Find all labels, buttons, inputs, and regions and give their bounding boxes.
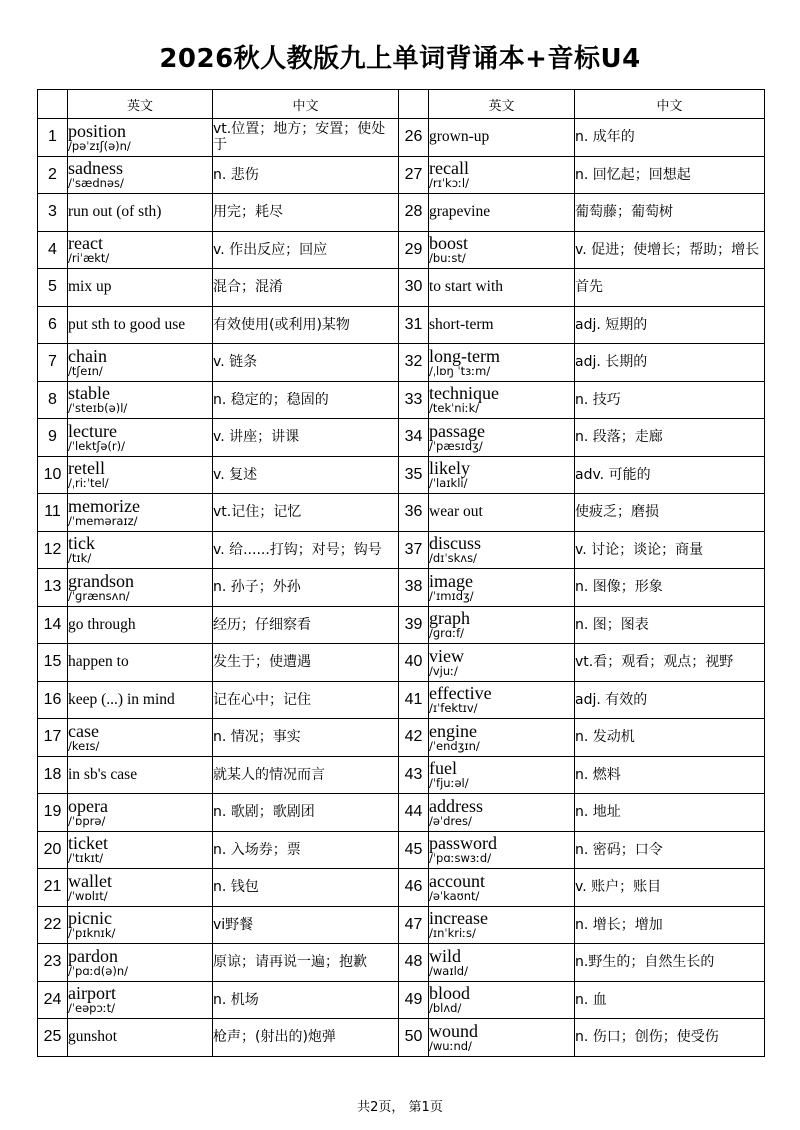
header-chinese-left: 中文 <box>213 90 399 119</box>
phonetic-transcription: /ˈpɪknɪk/ <box>68 926 116 941</box>
phonetic-transcription: /pəˈzɪʃ(ə)n/ <box>68 138 131 153</box>
english-word: long-term <box>429 345 500 366</box>
chinese-meaning: 用完；耗尽 <box>213 194 399 232</box>
english-word: memorize <box>68 495 140 516</box>
english-cell <box>68 156 213 194</box>
chinese-meaning: n. 歌剧；歌剧团 <box>213 794 399 832</box>
table-row <box>38 344 765 382</box>
english-word: position <box>68 120 127 141</box>
chinese-meaning: 混合；混淆 <box>213 269 399 307</box>
phonetic-transcription: /rɪˈkɔːl/ <box>429 176 469 191</box>
table-row <box>38 531 765 569</box>
phonetic-transcription: /ˈfjuːəl/ <box>429 776 469 791</box>
table-row <box>38 756 765 794</box>
english-word: graph <box>429 608 470 629</box>
table-row <box>38 419 765 457</box>
header-chinese-right: 中文 <box>575 90 765 119</box>
english-cell <box>429 344 575 382</box>
english-word: password <box>429 833 497 854</box>
chinese-meaning: n. 回忆起；回想起 <box>575 156 765 194</box>
row-number: 20 <box>38 831 68 869</box>
english-cell <box>68 794 213 832</box>
english-word: react <box>68 233 103 254</box>
table-body <box>38 119 765 1057</box>
english-word: opera <box>68 795 108 816</box>
row-number: 46 <box>399 869 429 907</box>
english-cell <box>68 944 213 982</box>
table-row <box>38 906 765 944</box>
chinese-meaning: n. 图像；形象 <box>575 569 765 607</box>
english-word: wallet <box>68 870 112 891</box>
phonetic-transcription: /ˈɒprə/ <box>68 813 106 828</box>
phonetic-transcription: /ˈsædnəs/ <box>68 176 124 191</box>
english-word: increase <box>429 908 488 929</box>
english-cell <box>68 644 213 682</box>
english-cell <box>429 306 575 344</box>
phonetic-transcription: /ˌlɒŋ ˈtɜːm/ <box>429 363 491 378</box>
row-number: 49 <box>399 981 429 1019</box>
header-english-right: 英文 <box>429 90 575 119</box>
row-number: 43 <box>399 756 429 794</box>
chinese-meaning: 就某人的情况而言 <box>213 756 399 794</box>
english-cell <box>68 306 213 344</box>
table-row <box>38 981 765 1019</box>
english-cell <box>68 719 213 757</box>
table-row <box>38 1019 765 1057</box>
chinese-meaning: v. 讨论；谈论；商量 <box>575 531 765 569</box>
english-word: case <box>68 720 99 741</box>
english-cell <box>68 869 213 907</box>
chinese-meaning: v. 作出反应；回应 <box>213 231 399 269</box>
table-row <box>38 156 765 194</box>
english-word: to start with <box>429 278 504 296</box>
english-cell <box>68 381 213 419</box>
chinese-meaning: n. 段落；走廊 <box>575 419 765 457</box>
table-row <box>38 119 765 157</box>
phonetic-transcription: /buːst/ <box>429 251 466 266</box>
row-number: 1 <box>38 119 68 157</box>
table-row <box>38 231 765 269</box>
english-cell <box>68 606 213 644</box>
row-number: 13 <box>38 569 68 607</box>
row-number: 33 <box>399 381 429 419</box>
english-cell <box>68 119 213 157</box>
row-number: 18 <box>38 756 68 794</box>
chinese-meaning: 记在心中；记住 <box>213 681 399 719</box>
phonetic-transcription: /blʌd/ <box>429 1001 462 1016</box>
row-number: 17 <box>38 719 68 757</box>
row-number: 3 <box>38 194 68 232</box>
row-number: 26 <box>399 119 429 157</box>
english-word: mix up <box>68 278 112 296</box>
chinese-meaning: 原谅；请再说一遍；抱歉 <box>213 944 399 982</box>
english-word: put sth to good use <box>68 315 186 333</box>
phonetic-transcription: /ˈwɒlɪt/ <box>68 888 108 903</box>
english-word: retell <box>68 458 105 479</box>
row-number: 23 <box>38 944 68 982</box>
row-number: 44 <box>399 794 429 832</box>
english-cell <box>429 719 575 757</box>
table-row <box>38 831 765 869</box>
chinese-meaning: adj. 长期的 <box>575 344 765 382</box>
chinese-meaning: 首先 <box>575 269 765 307</box>
chinese-meaning: n. 增长；增加 <box>575 906 765 944</box>
row-number: 50 <box>399 1019 429 1057</box>
chinese-meaning: vt.记住；记忆 <box>213 494 399 532</box>
row-number: 7 <box>38 344 68 382</box>
page-footer: 共2页， 第1页 <box>357 1100 443 1115</box>
english-cell <box>68 194 213 232</box>
table-row <box>38 456 765 494</box>
row-number: 25 <box>38 1019 68 1057</box>
english-word: technique <box>429 383 499 404</box>
row-number: 16 <box>38 681 68 719</box>
table-row <box>38 494 765 532</box>
chinese-meaning: n. 伤口；创伤；使受伤 <box>575 1019 765 1057</box>
row-number: 30 <box>399 269 429 307</box>
phonetic-transcription: /ɡrɑːf/ <box>429 626 464 641</box>
english-word: fuel <box>429 758 457 779</box>
english-word: pardon <box>68 945 118 966</box>
english-cell <box>429 794 575 832</box>
english-cell <box>68 906 213 944</box>
english-cell <box>429 194 575 232</box>
english-word: likely <box>429 458 470 479</box>
chinese-meaning: n. 地址 <box>575 794 765 832</box>
chinese-meaning: v. 讲座；讲课 <box>213 419 399 457</box>
chinese-meaning: adj. 短期的 <box>575 306 765 344</box>
row-number: 24 <box>38 981 68 1019</box>
english-cell <box>68 981 213 1019</box>
english-word: discuss <box>429 533 482 554</box>
chinese-meaning: n. 悲伤 <box>213 156 399 194</box>
english-word: recall <box>429 158 469 179</box>
row-number: 38 <box>399 569 429 607</box>
table-row <box>38 269 765 307</box>
chinese-meaning: 枪声；(射出的)炮弹 <box>213 1019 399 1057</box>
table-row <box>38 606 765 644</box>
phonetic-transcription: /dɪˈskʌs/ <box>429 551 477 566</box>
chinese-meaning: n. 发动机 <box>575 719 765 757</box>
english-cell <box>429 981 575 1019</box>
english-cell <box>429 494 575 532</box>
english-word: address <box>429 795 483 816</box>
row-number: 14 <box>38 606 68 644</box>
english-word: lecture <box>68 420 117 441</box>
english-cell <box>429 756 575 794</box>
english-word: chain <box>68 345 107 366</box>
english-word: grown-up <box>429 128 490 146</box>
table-row <box>38 644 765 682</box>
english-cell <box>68 269 213 307</box>
row-number: 34 <box>399 419 429 457</box>
english-cell <box>429 606 575 644</box>
chinese-meaning: vt.位置；地方；安置；使处于 <box>213 119 399 157</box>
table-row <box>38 869 765 907</box>
chinese-meaning: v. 复述 <box>213 456 399 494</box>
chinese-meaning: n.野生的；自然生长的 <box>575 944 765 982</box>
phonetic-transcription: /ˈpɑːd(ə)n/ <box>68 963 129 978</box>
vocabulary-table <box>37 89 765 1057</box>
header-num-left <box>38 90 68 119</box>
chinese-meaning: n. 燃料 <box>575 756 765 794</box>
english-word: grapevine <box>429 203 491 221</box>
english-word: tick <box>68 533 95 554</box>
english-word: wild <box>429 945 462 966</box>
phonetic-transcription: /ˈpæsɪdʒ/ <box>429 438 483 453</box>
row-number: 29 <box>399 231 429 269</box>
english-cell <box>68 831 213 869</box>
phonetic-transcription: /ˈtɪkɪt/ <box>68 851 104 866</box>
chinese-meaning: v. 链条 <box>213 344 399 382</box>
english-word: stable <box>68 383 110 404</box>
english-cell <box>429 531 575 569</box>
english-cell <box>429 119 575 157</box>
phonetic-transcription: /ˌriːˈtel/ <box>68 476 109 491</box>
row-number: 8 <box>38 381 68 419</box>
english-word: image <box>429 570 473 591</box>
phonetic-transcription: /tɪk/ <box>68 551 92 566</box>
header-english-left: 英文 <box>68 90 213 119</box>
row-number: 12 <box>38 531 68 569</box>
table-row <box>38 944 765 982</box>
phonetic-transcription: /ˈmeməraɪz/ <box>68 513 138 528</box>
phonetic-transcription: /vjuː/ <box>429 663 458 678</box>
english-cell <box>68 456 213 494</box>
english-cell <box>429 231 575 269</box>
english-cell <box>68 756 213 794</box>
english-word: effective <box>429 683 492 704</box>
row-number: 6 <box>38 306 68 344</box>
english-cell <box>429 419 575 457</box>
row-number: 4 <box>38 231 68 269</box>
english-cell <box>429 569 575 607</box>
chinese-meaning: v. 账户；账目 <box>575 869 765 907</box>
chinese-meaning: 经历；仔细察看 <box>213 606 399 644</box>
chinese-meaning: n. 孙子；外孙 <box>213 569 399 607</box>
row-number: 48 <box>399 944 429 982</box>
english-word: account <box>429 870 485 891</box>
row-number: 39 <box>399 606 429 644</box>
chinese-meaning: vt.看；观看；观点；视野 <box>575 644 765 682</box>
phonetic-transcription: /əˈkaʊnt/ <box>429 888 480 903</box>
english-word: wear out <box>429 503 483 521</box>
english-word: ticket <box>68 833 108 854</box>
table-row <box>38 681 765 719</box>
english-word: run out (of sth) <box>68 203 162 221</box>
chinese-meaning: n. 稳定的；稳固的 <box>213 381 399 419</box>
phonetic-transcription: /tʃeɪn/ <box>68 363 103 378</box>
row-number: 40 <box>399 644 429 682</box>
table-row <box>38 194 765 232</box>
phonetic-transcription: /keɪs/ <box>68 738 100 753</box>
phonetic-transcription: /ˈlaɪkli/ <box>429 476 468 491</box>
chinese-meaning: adj. 有效的 <box>575 681 765 719</box>
english-word: keep (...) in mind <box>68 690 175 708</box>
phonetic-transcription: /ˈsteɪb(ə)l/ <box>68 401 128 416</box>
english-word: wound <box>429 1020 478 1041</box>
english-cell <box>68 681 213 719</box>
english-cell <box>68 569 213 607</box>
table-row <box>38 381 765 419</box>
english-word: grandson <box>68 570 134 591</box>
phonetic-transcription: /waɪld/ <box>429 963 468 978</box>
english-word: view <box>429 645 464 666</box>
english-word: engine <box>429 720 477 741</box>
row-number: 9 <box>38 419 68 457</box>
chinese-meaning: v. 给......打钩；对号；钩号 <box>213 531 399 569</box>
english-cell <box>68 344 213 382</box>
english-cell <box>429 869 575 907</box>
row-number: 31 <box>399 306 429 344</box>
phonetic-transcription: /ˈlektʃə(r)/ <box>68 438 125 453</box>
english-word: boost <box>429 233 469 254</box>
chinese-meaning: adv. 可能的 <box>575 456 765 494</box>
row-number: 19 <box>38 794 68 832</box>
chinese-meaning: n. 机场 <box>213 981 399 1019</box>
english-cell <box>429 944 575 982</box>
chinese-meaning: n. 密码；口令 <box>575 831 765 869</box>
english-cell <box>429 644 575 682</box>
english-cell <box>429 456 575 494</box>
phonetic-transcription: /ˈendʒɪn/ <box>429 738 480 753</box>
header-num-right <box>399 90 429 119</box>
chinese-meaning: n. 图；图表 <box>575 606 765 644</box>
english-cell <box>68 531 213 569</box>
english-word: passage <box>429 420 485 441</box>
chinese-meaning: n. 血 <box>575 981 765 1019</box>
english-word: happen to <box>68 653 129 671</box>
table-header-row <box>38 90 765 119</box>
english-cell <box>429 906 575 944</box>
english-word: sadness <box>68 158 123 179</box>
chinese-meaning: 使疲乏；磨损 <box>575 494 765 532</box>
english-word: blood <box>429 983 471 1004</box>
phonetic-transcription: /ˈeəpɔːt/ <box>68 1001 116 1016</box>
row-number: 10 <box>38 456 68 494</box>
row-number: 35 <box>399 456 429 494</box>
english-word: airport <box>68 983 116 1004</box>
english-cell <box>429 269 575 307</box>
english-word: gunshot <box>68 1028 118 1046</box>
english-cell <box>429 831 575 869</box>
row-number: 32 <box>399 344 429 382</box>
row-number: 28 <box>399 194 429 232</box>
chinese-meaning: n. 情况；事实 <box>213 719 399 757</box>
english-cell <box>68 419 213 457</box>
phonetic-transcription: /wuːnd/ <box>429 1038 472 1053</box>
english-cell <box>429 381 575 419</box>
english-word: in sb's case <box>68 765 138 783</box>
chinese-meaning: v. 促进；使增长；帮助；增长 <box>575 231 765 269</box>
row-number: 21 <box>38 869 68 907</box>
english-word: short-term <box>429 315 494 333</box>
phonetic-transcription: /ɪnˈkriːs/ <box>429 926 476 941</box>
phonetic-transcription: /ˈɪmɪdʒ/ <box>429 588 474 603</box>
phonetic-transcription: /tekˈniːk/ <box>429 401 480 416</box>
table-row <box>38 569 765 607</box>
row-number: 36 <box>399 494 429 532</box>
phonetic-transcription: /əˈdres/ <box>429 813 472 828</box>
row-number: 45 <box>399 831 429 869</box>
row-number: 11 <box>38 494 68 532</box>
row-number: 27 <box>399 156 429 194</box>
english-cell <box>68 494 213 532</box>
table-row <box>38 719 765 757</box>
phonetic-transcription: /ɪˈfektɪv/ <box>429 701 478 716</box>
table-row <box>38 306 765 344</box>
row-number: 22 <box>38 906 68 944</box>
row-number: 37 <box>399 531 429 569</box>
chinese-meaning: n. 钱包 <box>213 869 399 907</box>
page-title: 2026秋人教版九上单词背诵本+音标U4 <box>159 44 641 74</box>
chinese-meaning: n. 技巧 <box>575 381 765 419</box>
english-word: go through <box>68 615 136 633</box>
phonetic-transcription: /ˈɡrænsʌn/ <box>68 588 130 603</box>
row-number: 42 <box>399 719 429 757</box>
row-number: 2 <box>38 156 68 194</box>
row-number: 15 <box>38 644 68 682</box>
chinese-meaning: 发生于；使遭遇 <box>213 644 399 682</box>
english-word: picnic <box>68 908 112 929</box>
english-cell <box>68 1019 213 1057</box>
table-row <box>38 794 765 832</box>
phonetic-transcription: /riˈækt/ <box>68 251 110 266</box>
phonetic-transcription: /ˈpɑːswɜːd/ <box>429 851 492 866</box>
english-cell <box>429 156 575 194</box>
row-number: 47 <box>399 906 429 944</box>
chinese-meaning: vi野餐 <box>213 906 399 944</box>
row-number: 41 <box>399 681 429 719</box>
chinese-meaning: n. 成年的 <box>575 119 765 157</box>
chinese-meaning: 葡萄藤；葡萄树 <box>575 194 765 232</box>
row-number: 5 <box>38 269 68 307</box>
english-cell <box>68 231 213 269</box>
chinese-meaning: 有效使用(或利用)某物 <box>213 306 399 344</box>
english-cell <box>429 681 575 719</box>
chinese-meaning: n. 入场券；票 <box>213 831 399 869</box>
english-cell <box>429 1019 575 1057</box>
